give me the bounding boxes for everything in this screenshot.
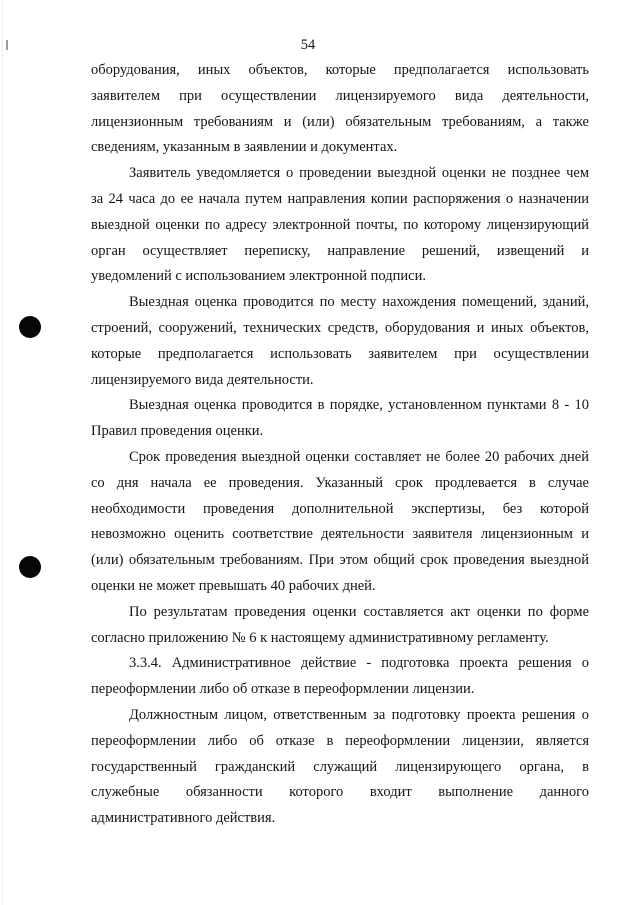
text-line: строений, сооружений, технических средств, оборудования и иных объектов, [91,319,589,336]
punch-hole-top [19,316,41,338]
text-line: 3.3.4. Административное действие - подготовка проекта решения о [129,655,589,672]
punch-hole-bottom [19,556,41,578]
text-line: служебные обязанности которого входит выполнение данного [91,784,589,801]
text-line: оборудования, иных объектов, которые предполагается использовать [91,62,589,78]
text-line: уведомлений с использованием электронной подписи. [91,268,426,285]
text-line: Срок проведения выездной оценки составляет не более 20 рабочих дней [129,448,589,465]
body-text [91,58,589,832]
page-number: 54 [300,37,316,53]
text-line: По результатам проведения оценки составляется акт оценки по форме [129,603,589,620]
text-line: Заявитель уведомляется о проведении выездной оценки не позднее чем [129,165,589,182]
text-line: оценки не может превышать 40 рабочих дней. [91,577,376,594]
text-line: со дня начала ее проведения. Указанный срок продлевается в случае [91,474,589,491]
text-line: выездной оценки по адресу электронной почты, по которому лицензирующий [91,216,589,233]
text-line: лицензируемого вида деятельности. [91,371,314,388]
text-line: которые предполагается использовать заявителем при осуществлении [91,345,589,362]
text-line: административного действия. [91,810,276,827]
text-line: необходимости проведения дополнительной экспертизы, без которой [91,500,589,517]
text-line: согласно приложению № 6 к настоящему административному регламенту. [91,629,549,646]
text-line: за 24 часа до ее начала путем направления копии распоряжения о назначении [91,190,589,207]
scan-edge-line [2,0,3,905]
text-line: переоформлении либо об отказе в переоформлении лицензии, является [91,732,589,749]
text-line: государственный гражданский служащий лицензирующего органа, в [91,758,589,775]
text-line: заявителем при осуществлении лицензируемого вида деятельности, [91,87,589,104]
text-line: Должностным лицом, ответственным за подготовку проекта решения о [129,706,589,723]
text-line: Правил проведения оценки. [91,423,264,440]
text-line: невозможно оценить соответствие деятельности заявителя лицензионным и [91,526,589,543]
text-line: (или) обязательным требованиям. При этом общий срок проведения выездной [91,552,589,569]
text-line: переоформлении либо об отказе в переоформлении лицензии. [91,681,475,698]
text-lines [91,58,589,832]
text-line: орган осуществляет переписку, направление решений, извещений и [91,242,589,259]
text-line: Выездная оценка проводится в порядке, установленном пунктами 8 - 10 [129,397,589,414]
text-line: сведениям, указанным в заявлении и документах. [91,139,398,156]
text-line: лицензионным требованиям и (или) обязательным требованиям, а также [91,113,589,130]
text-line: Выездная оценка проводится по месту нахождения помещений, зданий, [129,294,589,311]
